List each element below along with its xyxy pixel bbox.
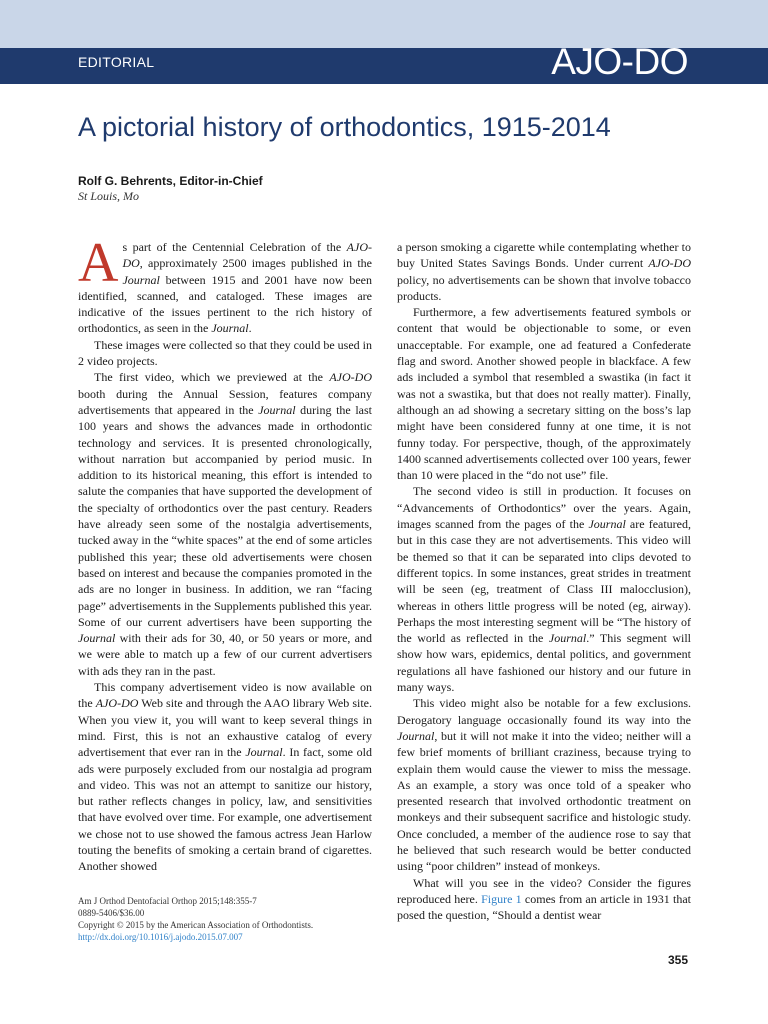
journal-logo: AJO-DO [551, 41, 688, 82]
paragraph-8: This video might also be notable for a few exclusions. Derogatory language occasionally found its way into the Journal, but it will not make it into the video; neither will a few brief moments of brilliant craziness, because trying to explain them would cause the viewer to miss the message. As an example, a story was once told of a speaker who presented research that involved orthodontic treatment on monkeys and their subsequent sacrifice and histologic study. Once concluded, a member of the audience rose to say that he believed that such research would be better conducted using “poor children” instead of monkeys. [397, 696, 691, 874]
paragraph-7: The second video is still in production. It focuses on “Advancements of Orthodontics” over the years. Again, images scanned from the pages of the Journal are featured, but in this case they are not advertisements. This video will be themed so that it can be separated into clips devoted to different topics. In some instances, great strides in treatment will be seen (eg, treatment of Class III malocclusion), whereas in others little progress will be noted (eg, airway). Perhaps the most interesting segment will be “The history of the world as reflected in the Journal.” This segment will show how wars, epidemics, dental politics, and government regulations all have fashioned our history and our future in many ways. [397, 484, 692, 695]
paragraph-2: These images were collected so that they could be used in 2 video projects. [78, 337, 372, 369]
body-column-right [397, 239, 691, 923]
citation-footer [78, 895, 378, 943]
citation: Am J Orthod Dentofacial Orthop 2015;148:355-7 [78, 896, 257, 906]
doi-link[interactable]: http://dx.doi.org/10.1016/j.ajodo.2015.07.007 [78, 932, 243, 942]
body-column-left [78, 232, 373, 875]
author-affiliation: St Louis, Mo [78, 189, 140, 203]
issn: 0889-5406/$36.00 [78, 908, 145, 918]
paragraph-3: The first video, which we previewed at the AJO-DO booth during the Annual Session, features company advertisements that appeared in the Journal during the last 100 years and shows the advances made in orthodontic technology and services. It is presented chronologically, without narration but accompanied by period music. In addition to its historical meaning, this effort is intended to salute the companies that have supported the development of the specialty of orthodontics over the past century. Readers have already seen some of the nostalgia advertisements, tucked away in the “white spaces” at the end of some articles published this year; these old advertisements were chosen based on interest and because the companies promoted in the ads are no longer in business. In addition, we ran “facing page” advertisements in the Supplements published this year. Some of our current advertisers have been supporting the Journal with their ads for 30, 40, or 50 years or more, and we were able to match up a few of our current advertisers with ads they ran in the past. [78, 370, 373, 678]
paragraph-1: As part of the Centennial Celebration of the AJO-DO, approximately 2500 images published in the Journal between 1915 and 2001 have now been identified, scanned, and cataloged. These images are indicative of the issues pertinent to the rich history of orthodontics, as seen in the Journal. [78, 232, 372, 336]
page-number: 355 [667, 953, 688, 967]
paragraph-9: What will you see in the video? Consider the figures reproduced here. Figure 1 comes from an article in 1931 that posed the question, “Should a dentist wear [397, 875, 691, 923]
author-line: Rolf G. Behrents, Editor-in-Chief [78, 174, 263, 188]
drop-cap: A [78, 232, 119, 294]
paragraph-6: Furthermore, a few advertisements featured symbols or content that would be objectionable to some, or even unacceptable. For example, one ad featured a Confederate flag and sword. Another showed people in blackface. A few ads included a symbol that resembled a swastika (in fact it was not a swastika, but that does not really matter). Finally, although an ad showing a secretary sitting on the boss’s lap might have been considered funny at one time, it is not funny today. For perspective, though, of the approximately 1400 scanned advertisements collected over 100 years, fewer than 10 were placed in the “do not use” file. [397, 305, 691, 483]
section-label: EDITORIAL [78, 54, 155, 70]
paragraph-4: This company advertisement video is now available on the AJO-DO Web site and through the AAO library Web site. When you view it, you will want to keep several things in mind. First, this is not an exhaustive catalog of every advertisement that ever ran in the Journal. In fact, some old ads were purposely excluded from our nostalgia ad program and video. This was not an attempt to sanitize our history, but rather reflects changes in policy, law, and sensitivities that have evolved over time. For example, one advertisement we chose not to use showed the famous actress Jean Harlow touting the benefits of smoking a certain brand of cigarettes. Another showed [78, 680, 372, 874]
copyright: Copyright © 2015 by the American Association of Orthodontists. [78, 920, 314, 930]
paragraph-5: a person smoking a cigarette while contemplating whether to buy United States Savings Bonds. Under current AJO-DO policy, no advertisements can be shown that involve tobacco products. [397, 240, 691, 303]
article-title: A pictorial history of orthodontics, 1915-2014 [78, 112, 611, 142]
figure-1-link[interactable]: Figure 1 [481, 891, 522, 906]
